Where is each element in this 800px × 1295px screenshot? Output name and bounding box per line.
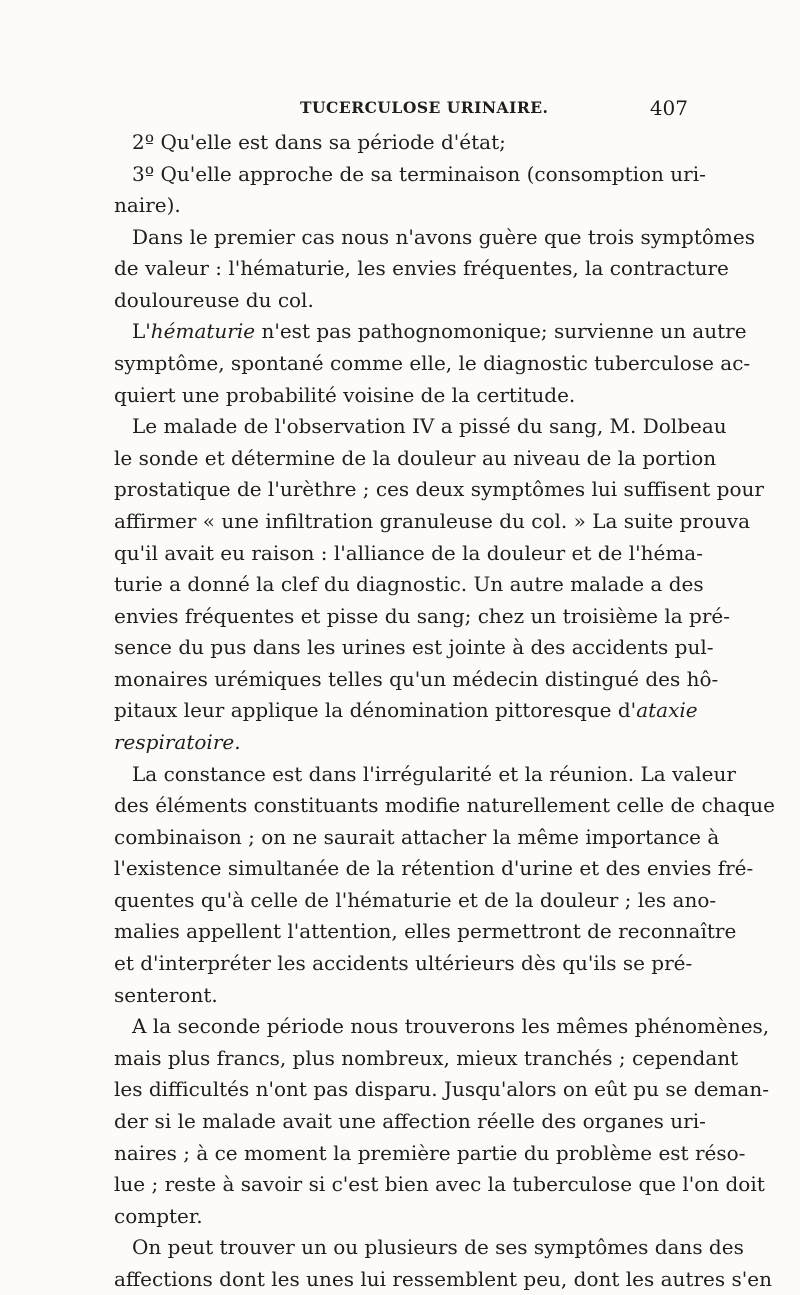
- text-line: les difficultés n'ont pas disparu. Jusqu'alors on eût pu se deman-: [114, 1077, 769, 1102]
- text-line: senteront.: [114, 982, 218, 1007]
- text-line: der si le malade avait une affection réelle des organes uri-: [114, 1108, 706, 1133]
- text-line: compter.: [114, 1203, 203, 1228]
- text-line: et d'interpréter les accidents ultérieurs dès qu'ils se pré-: [114, 951, 693, 976]
- page-number: 407: [649, 96, 688, 120]
- italic-term: hématurie: [150, 319, 256, 344]
- text-line: qu'il avait eu raison : l'alliance de la douleur et de l'héma-: [114, 540, 703, 565]
- text-line: affirmer « une infiltration granuleuse du col. » La suite prouva: [114, 508, 751, 533]
- text-line: A la seconde période nous trouverons les mêmes phénomènes,: [132, 1014, 770, 1039]
- text-line: envies fréquentes et pisse du sang; chez un troisième la pré-: [114, 603, 730, 628]
- text-fragment: pitaux leur applique la dénomination pittoresque d': [114, 698, 637, 723]
- body-text: [114, 127, 775, 1295]
- text-fragment: L': [132, 319, 151, 344]
- text-line: mais plus francs, plus nombreux, mieux tranchés ; cependant: [114, 1045, 739, 1070]
- text-line: naire).: [114, 193, 181, 218]
- italic-term: respiratoire.: [114, 729, 241, 754]
- text-line: de valeur : l'hématurie, les envies fréquentes, la contracture: [114, 256, 729, 281]
- text-line: Dans le premier cas nous n'avons guère que trois symptômes: [132, 224, 755, 249]
- text-line: [114, 727, 689, 759]
- text-line: prostatique de l'urèthre ; ces deux symptômes lui suffisent pour: [114, 477, 764, 502]
- page-header: [114, 96, 688, 122]
- text-line: l'existence simultanée de la rétention d'urine et des envies fré-: [114, 856, 754, 881]
- text-line: le sonde et détermine de la douleur au niveau de la portion: [114, 445, 717, 470]
- text-fragment: n'est pas pathognomonique; survienne un autre: [255, 319, 747, 344]
- text-line: lue ; reste à savoir si c'est bien avec la tuberculose que l'on doit: [114, 1172, 765, 1197]
- text-line: La constance est dans l'irrégularité et la réunion. La valeur: [132, 761, 736, 786]
- text-line: On peut trouver un ou plusieurs de ses symptômes dans des: [132, 1235, 744, 1260]
- text-line: des éléments constituants modifie naturellement celle de chaque: [114, 793, 775, 818]
- text-line: affections dont les unes lui ressemblent peu, dont les autres s'en: [114, 1266, 772, 1291]
- text-line: 3º Qu'elle approche de sa terminaison (consomption uri-: [132, 161, 706, 186]
- text-line: symptôme, spontané comme elle, le diagnostic tuberculose ac-: [114, 351, 751, 376]
- text-line: 2º Qu'elle est dans sa période d'état;: [132, 130, 506, 154]
- text-line: douloureuse du col.: [114, 287, 314, 312]
- text-line: [114, 695, 698, 727]
- text-line: monaires urémiques telles qu'un médecin distingué des hô-: [114, 666, 719, 691]
- text-line: sence du pus dans les urines est jointe à des accidents pul-: [114, 635, 714, 660]
- text-line: Le malade de l'observation IV a pissé du sang, M. Dolbeau: [132, 414, 727, 439]
- text-line: [114, 316, 747, 348]
- running-title: TUCERCULOSE URINAIRE.: [300, 98, 549, 117]
- text-line: naires ; à ce moment la première partie du problème est réso-: [114, 1140, 746, 1165]
- text-line: quiert une probabilité voisine de la certitude.: [114, 382, 576, 407]
- text-line: turie a donné la clef du diagnostic. Un autre malade a des: [114, 572, 704, 597]
- text-line: malies appellent l'attention, elles permettront de reconnaître: [114, 919, 737, 944]
- text-line: quentes qu'à celle de l'hématurie et de la douleur ; les ano-: [114, 887, 717, 912]
- italic-term: ataxie: [636, 698, 698, 723]
- text-line: combinaison ; on ne saurait attacher la même importance à: [114, 824, 720, 849]
